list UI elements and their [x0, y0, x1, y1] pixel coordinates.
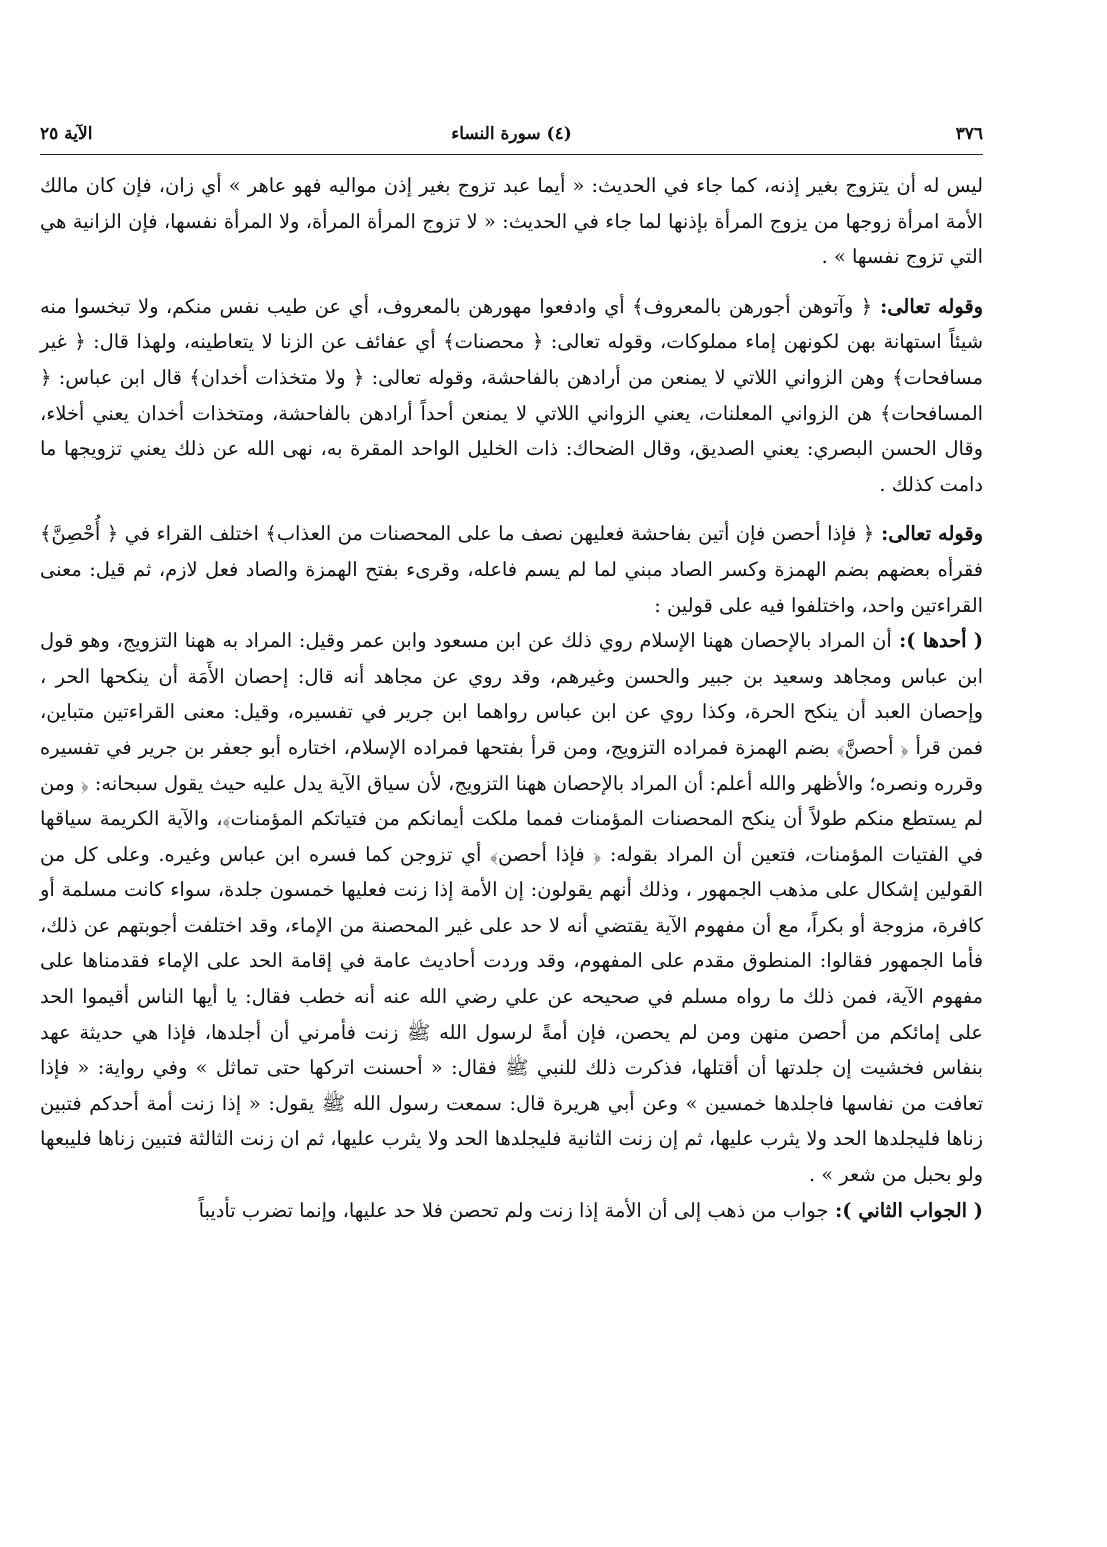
paragraph-lead: ( الجواب الثاني ): — [828, 1198, 983, 1222]
page-body — [40, 168, 983, 1242]
page-header — [40, 118, 983, 155]
paragraph-4 — [40, 623, 983, 1193]
paragraph-1 — [40, 168, 983, 275]
paragraph-2 — [40, 289, 983, 503]
paragraph-text: أن المراد بالإحصان ههنا الإسلام روي ذلك عن ابن مسعود وابن عمر وقيل: المراد به ههنا التزويج، وهو قول ابن عباس ومجاهد وسعيد بن جبير والحسن وغيرهم، وقد روي عن مجاهد أنه قال: إحصان الأَمَة أن ينكحها الحر ، وإحصان العبد أن ينكح الحرة، وكذا روي عن ابن عباس رواهما ابن جرير في تفسيره، وقيل: معنى القراءتين متباين، فمن قرأ ﴿ أحصنَّ﴾ بضم الهمزة فمراده التزويج، ومن قرأ بفتحها فمراده الإسلام، اختاره أبو جعفر بن جرير في تفسيره وقرره ونصره؛ والأظهر والله أعلم: أن المراد بالإحصان ههنا التزويج، لأن سياق الآية يدل عليه حيث يقول سبحانه: ﴿ ومن لم يستطع منكم طولاً أن ينكح المحصنات المؤمنات فمما ملكت أيمانكم من فتياتكم المؤمنات﴾، والآية الكريمة سياقها في الفتيات المؤمنات، فتعين أن المراد بقوله: ﴿ فإذا أحصن﴾ أي تزوجن كما فسره ابن عباس وغيره. وعلى كل من القولين إشكال على مذهب الجمهور ، وذلك أنهم يقولون: إن الأمة إذا زنت فعليها خمسون جلدة، سواء كانت مسلمة أو كافرة، مزوجة أو بكراً، مع أن مفهوم الآية يقتضي أنه لا حد على غير المحصنة من الإماء، وقد اختلفت أجوبتهم عن ذلك، فأما الجمهور فقالوا: المنطوق مقدم على المفهوم، وقد وردت أحاديث عامة في إقامة الحد على الإماء فقدمناها على مفهوم الآية، فمن ذلك ما رواه مسلم في صحيحه عن علي رضي الله عنه أنه خطب فقال: يا أيها الناس أقيموا الحد على إمائكم من أحصن منهن ومن لم يحصن، فإن أمةً لرسول الله ﷺ زنت فأمرني أن أجلدها، فإذا هي حديثة عهد بنفاس فخشيت إن جلدتها أن أقتلها، فذكرت ذلك للنبي ﷺ فقال: « أحسنت اتركها حتى تماثل » وفي رواية: « فإذا تعافت من نفاسها فاجلدها خمسين » وعن أبي هريرة قال: سمعت رسول الله ﷺ يقول: « إذا زنت أمة أحدكم فتبين زناها فليجلدها الحد ولا يثرب عليها، ثم إن زنت الثانية فليجلدها الحد ولا يثرب عليها، ثم ان زنت الثالثة فتبين زناها فليبعها ولو بحبل من شعر » . — [40, 629, 983, 1187]
paragraph-lead: وقوله تعالى: — [874, 522, 984, 546]
paragraph-text: ليس له أن يتزوج بغير إذنه، كما جاء في الحديث: « أيما عبد تزوج بغير إذن مواليه فهو عاهر » أي زان، فإن كان مالك الأمة امرأة زوجها من يزوج المرأة بإذنها لما جاء في الحديث: « لا تزوج المرأة المرأة، ولا المرأة نفسها، فإن الزانية هي التي تزوج نفسها » . — [40, 174, 983, 269]
paragraph-3 — [40, 516, 983, 623]
paragraph-text: ﴿ وآتوهن أجورهن بالمعروف﴾ أي وادفعوا مهورهن بالمعروف، أي عن طيب نفس منكم، ولا تبخسوا منه شيئاً استهانة بهن لكونهن إماء مملوكات، وقوله تعالى: ﴿ محصنات﴾ أي عفائف عن الزنا لا يتعاطينه، ولهذا قال: ﴿ غير مسافحات﴾ وهن الزواني اللاتي لا يمنعن من أرادهن بالفاحشة، وقوله تعالى: ﴿ ولا متخذات أخدان﴾ قال ابن عباس: ﴿ المسافحات﴾ هن الزواني المعلنات، يعني الزواني اللاتي لا يمنعن أحداً أرادهن بالفاحشة، ومتخذات أخدان يعني أخلاء، وقال الحسن البصري: يعني الصديق، وقال الضحاك: ذات الخليل الواحد المقرة به، نهى الله عن ذلك يعني تزويجها ما دامت كذلك . — [40, 294, 983, 496]
verse-label: الآية ٢٥ — [40, 124, 93, 144]
paragraph-5 — [40, 1193, 983, 1229]
paragraph-text: ﴿ فإذا أحصن فإن أتين بفاحشة فعليهن نصف ما على المحصنات من العذاب﴾ اختلف القراء في ﴿ أُحْصِنَّ﴾ فقرأه بعضهم بضم الهمزة وكسر الصاد مبني لما لم يسم فاعله، وقرىء بفتح الهمزة والصاد فعل لازم، ثم قيل: معنى القراءتين واحد، واختلفوا فيه على قولين : — [40, 522, 983, 617]
paragraph-lead: ( أحدها ): — [891, 629, 983, 653]
surah-title: (٤) سورة النساء — [451, 124, 572, 144]
page-number: ٣٧٦ — [955, 124, 983, 144]
paragraph-text: جواب من ذهب إلى أن الأمة إذا زنت ولم تحصن فلا حد عليها، وإنما تضرب تأديباً — [198, 1198, 829, 1222]
paragraph-lead: وقوله تعالى: — [872, 294, 983, 318]
